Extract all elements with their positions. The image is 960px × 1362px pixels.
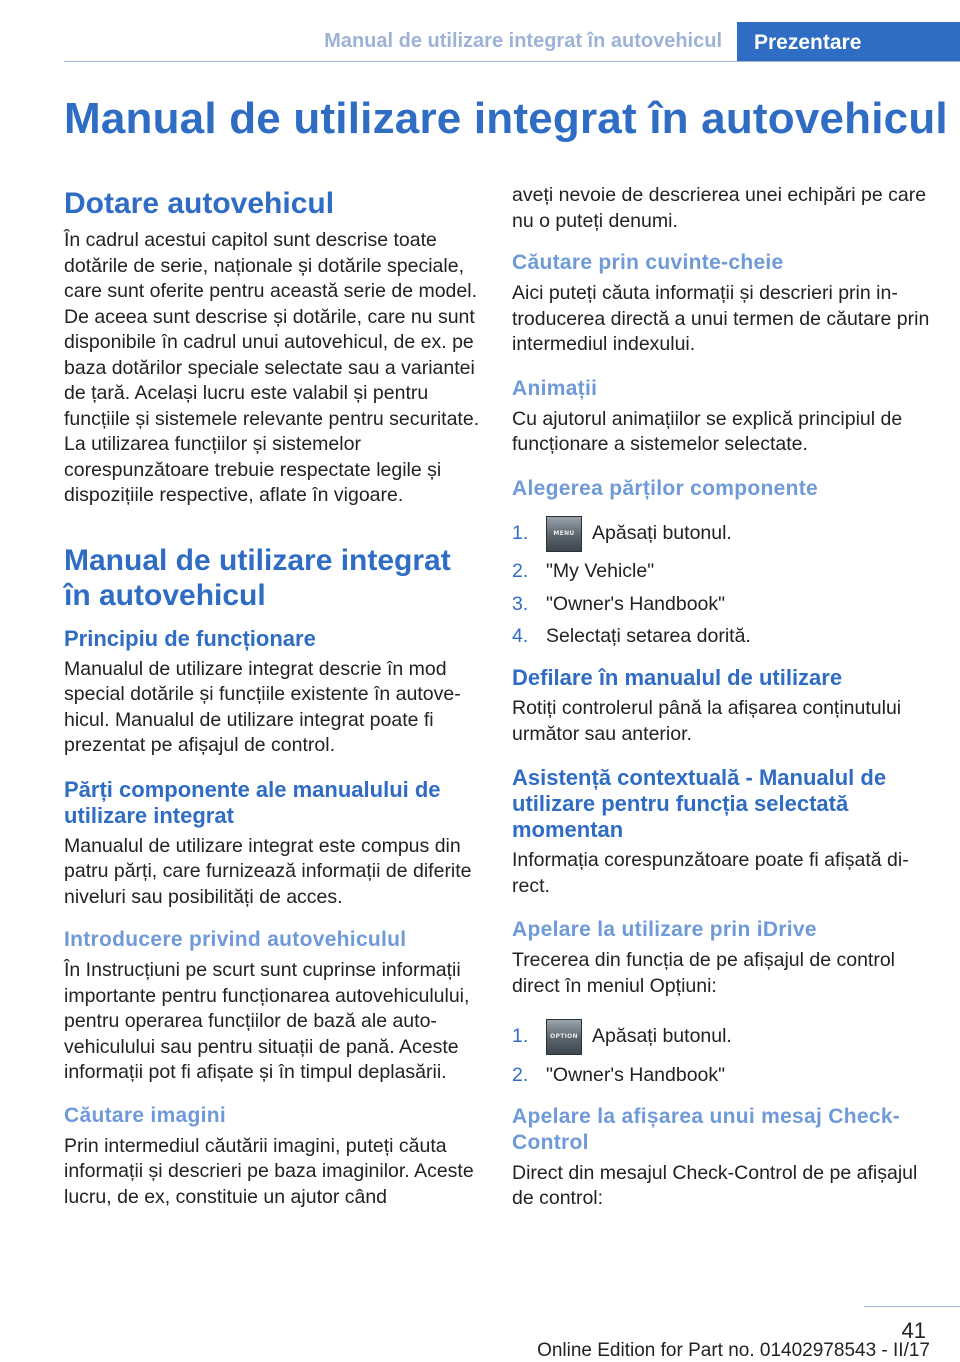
paragraph-cuvinte-cheie: Aici puteți căuta informații și descrieri prin introducerea directă a unui termen de căutare prin intermediul indexului. <box>512 282 930 355</box>
paragraph-parti: Manualul de utilizare integrat este compus din patru părți, care furnizează informații de diferite niveluri sau posibilități de acces. <box>64 834 472 908</box>
list-item <box>512 556 932 589</box>
step-number: 2. <box>512 560 529 582</box>
heading-check-control: Apelare la afișarea unui mesaj Check-Control <box>512 1104 901 1154</box>
step-number: 2. <box>512 1063 529 1086</box>
heading-dotare: Dotare autovehicul <box>64 187 335 220</box>
header-divider <box>64 61 960 62</box>
paragraph-principiu: Manualul de utilizare integrat descrie în mod special dotările și funcțiile existente în autovehicul. Manualul de utilizare integrat poate fi prezentat pe afișajul de control. <box>64 657 461 756</box>
step-text: Selectați setarea dorită. <box>546 625 751 647</box>
step-number: 1. <box>512 1025 529 1048</box>
paragraph-asistenta: Informația corespunzătoare poate fi afișată direct. <box>512 849 909 897</box>
list-item <box>512 588 932 621</box>
page-number-divider <box>864 1306 960 1307</box>
heading-manual: Manual de utilizare integrat în autovehicul <box>64 543 451 612</box>
step-text: Apăsați butonul. <box>592 521 732 544</box>
heading-asistenta: Asistență contextuală - Manualul de utilizare pentru funcția selectată momentan <box>512 765 887 842</box>
paragraph-introducere: În Instrucțiuni pe scurt sunt cuprinse informații importante pentru funcționarea autovehiculului, pentru operarea funcțiilor de bază ale autovehiculului sau pentru situații de pană. Aceste informații pot fi afișate și în timpul deplasării. <box>64 959 470 1083</box>
paragraph-continuation: aveți nevoie de descrierea unei echipări pe care nu o puteți denumi. <box>512 184 927 232</box>
heading-animatii: Animații <box>512 376 598 400</box>
section-tab: Prezentare <box>737 22 960 62</box>
list-item <box>512 1015 932 1059</box>
paragraph-idrive: Trecerea din funcția de pe afișajul de control direct în meniul Opțiuni: <box>512 949 896 997</box>
step-text: "Owner's Handbook" <box>546 592 726 615</box>
left-column <box>64 180 484 1210</box>
page-title: Manual de utilizare integrat în autovehicul <box>64 94 948 143</box>
running-header-title: Manual de utilizare integrat în autovehicul <box>324 30 722 52</box>
heading-principiu: Principiu de funcționare <box>64 625 316 651</box>
list-item <box>512 1059 932 1092</box>
list-item <box>512 621 932 654</box>
steps-idrive <box>512 1015 932 1092</box>
step-text: "Owner's Handbook" <box>546 1063 726 1086</box>
step-text: "My Vehicle" <box>546 560 655 582</box>
right-column <box>512 183 932 1212</box>
heading-alegerea: Alegerea părților componente <box>512 476 818 500</box>
steps-alegerea <box>512 512 932 654</box>
paragraph-check-control: Direct din mesajul Check-Control de pe afișajul de control: <box>512 1161 918 1209</box>
option-button-icon: OPTION <box>546 1019 582 1055</box>
heading-introducere: Introducere privind autovehiculul <box>64 928 407 951</box>
heading-parti: Părți componente ale manualului de utilizare integrat <box>64 776 441 828</box>
page-number: 41 <box>901 1318 926 1343</box>
step-number: 3. <box>512 592 529 615</box>
heading-cuvinte-cheie: Căutare prin cuvinte-cheie <box>512 251 784 274</box>
paragraph-cautare-imagini: Prin intermediul căutării imagini, puteți căuta informații și descrieri pe baza imaginilor. Aceste lucru, de ex, constituie un ajutor când <box>64 1134 474 1208</box>
paragraph-dotare: În cadrul acestui capitol sunt descrise toate dotările de serie, naționale și dotările speciale, care sunt oferite pentru această serie de model. De aceea sunt descrise și dotările, care nu sunt disponibile în cadrul unui autovehicul, de ex. pe baza dotărilor speciale selectate sau a variantei de țară. Același lucru este valabil și pentru funcțiile și sistemele relevante pentru securitate. La utilizarea funcțiilor și sistemelor corespunzătoare trebuie respectate legile și dispozițiile respective, aflate în vigoare. <box>64 229 480 506</box>
heading-defilare: Defilare în manualul de utilizare <box>512 665 843 690</box>
paragraph-animatii: Cu ajutorul animațiilor se explică principiul de funcționare a sistemelor selectate. <box>512 407 903 455</box>
step-number: 1. <box>512 521 529 544</box>
heading-idrive: Apelare la utilizare prin iDrive <box>512 918 817 941</box>
step-number: 4. <box>512 625 529 647</box>
menu-button-icon: MENU <box>546 516 582 552</box>
heading-cautare-imagini: Căutare imagini <box>64 1103 227 1127</box>
step-text: Apăsați butonul. <box>592 1025 732 1048</box>
paragraph-defilare: Rotiți controlerul până la afișarea conținutului următor sau anterior. <box>512 697 902 745</box>
footer-edition: Online Edition for Part no. 01402978543 - II/17 <box>537 1340 930 1361</box>
list-item <box>512 512 932 556</box>
